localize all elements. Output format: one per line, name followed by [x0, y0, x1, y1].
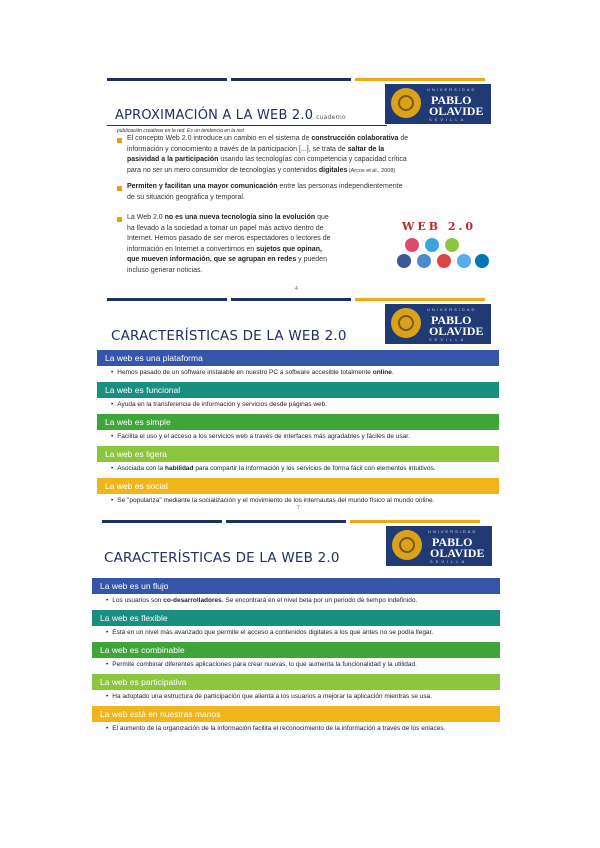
slide-top-stripes: [92, 520, 500, 524]
feature-description: • Ayuda en la transferencia de información y servicios desde páginas web.: [111, 401, 327, 408]
logo-city: SEVILLA: [429, 337, 467, 342]
logo-line1: PABLO: [432, 535, 473, 549]
seal-icon: [391, 88, 421, 118]
feature-bar: La web es un flujo: [92, 578, 500, 594]
feature-description: • El aumento de la organización de la información facilita el reconocimiento de la información a través de los enlaces.: [106, 725, 445, 732]
slide-caracteristicas-1: [97, 298, 499, 513]
paragraph-2: Permiten y facilitan una mayor comunicación entre las personas independientemente de su situación geográfica y temporal.: [127, 183, 403, 201]
feature-description: • Facilita el uso y el acceso a los servicios web a través de interfaces más agradables y fáciles de usar.: [111, 433, 410, 440]
feature-bar: La web está en nuestras manos: [92, 706, 500, 722]
feature-bar: La web es una plataforma: [97, 350, 499, 366]
logo-line1: PABLO: [431, 313, 472, 327]
slide-title: CARACTERÍSTICAS DE LA WEB 2.0: [111, 328, 347, 344]
logo-university: UNIVERSIDAD: [427, 307, 477, 312]
logo-line2: OLAVIDE: [430, 546, 485, 560]
slide-top-stripes: [97, 298, 499, 302]
linkedin-icon: [475, 254, 489, 268]
feature-description: • Asociada con la habilidad para compartir la información y los servicios de forma fácil con elementos intuitivos.: [111, 465, 436, 472]
social-icon: [437, 254, 451, 268]
paragraph-1: El concepto Web 2.0 introduce un cambio en el sistema de construcción colaborativa de información y conocimiento a través de la participación [...], se trata de saltar de la pasividad a la participación usando las tecnologías con competencia y capacidad crítica para no ser un mero consumidor de tecnologías y contenidos digitales (Arcos et al., 2008): [127, 135, 409, 174]
slide-title: [115, 108, 346, 123]
seal-icon: [391, 308, 421, 338]
slide-caracteristicas-2: [92, 520, 500, 740]
slide-top-stripes: [97, 78, 499, 82]
logo-line2: OLAVIDE: [429, 324, 484, 338]
twitter-icon: [457, 254, 471, 268]
bullet-icon: [117, 138, 122, 143]
feature-description: • Hemos pasado de un software instalable en nuestro PC a software accesible totalmente online.: [111, 369, 394, 376]
feature-bar: La web es ligera: [97, 446, 499, 462]
page-number: 7: [297, 505, 300, 511]
logo-line2: OLAVIDE: [429, 104, 484, 118]
web20-social-icons: [397, 220, 492, 270]
feature-bar: La web es participativa: [92, 674, 500, 690]
paragraph-3: La Web 2.0 no es una nueva tecnología sino la evolución que ha llevado a la sociedad a tomar un papel más activo dentro de Internet. Hemos pasado de ser meros espectadores o lectores de información en Internet a convertirnos en sujetos que opinan, que mueven información, que se agrupan en redes y pueden incluso generar noticias.: [127, 214, 331, 274]
feature-description: • Permite combinar diferentes aplicaciones para crear nuevas, lo que aumenta la funcionalidad y la utilidad.: [106, 661, 417, 668]
feature-bar: La web es funcional: [97, 382, 499, 398]
social-icon: [445, 238, 459, 252]
logo-line1: PABLO: [431, 93, 472, 107]
feature-description: • Los usuarios son co-desarrolladores. Se encontrará en el nivel beta por un periodo de tiempo indefinido.: [106, 597, 417, 604]
feature-bar: La web es flexible: [92, 610, 500, 626]
bullet-icon: [117, 186, 122, 191]
seal-icon: [392, 530, 422, 560]
web20-logo: WEB 2.0: [402, 220, 477, 233]
slide-title: CARACTERÍSTICAS DE LA WEB 2.0: [104, 550, 340, 566]
university-logo: [385, 84, 491, 124]
social-icon: [405, 238, 419, 252]
university-logo: [385, 304, 491, 344]
bullet-icon: [117, 217, 122, 222]
university-logo: [386, 526, 492, 566]
facebook-icon: [397, 254, 411, 268]
feature-bar: La web es combinable: [92, 642, 500, 658]
feature-bar: La web es social: [97, 478, 499, 494]
logo-university: UNIVERSIDAD: [427, 87, 477, 92]
slide-title-text: APROXIMACIÓN A LA WEB 2.0: [115, 108, 314, 123]
skype-icon: [425, 238, 439, 252]
feature-description: • Ha adoptado una estructura de participación que alienta a los usuarios a mejorar la aplicación mientras se usa.: [106, 693, 432, 700]
feature-bar: La web es simple: [97, 414, 499, 430]
slide-aproximacion: [97, 78, 499, 293]
handwritten-note: publicación creativas en la red. Es un tendencia en la red: [117, 128, 244, 134]
feature-description: • Se "populariza" mediante la socialización y el movimiento de los internautas del mundo físico al mundo online.: [111, 497, 434, 504]
logo-city: SEVILLA: [429, 117, 467, 122]
google-icon: [417, 254, 431, 268]
page-number: 4: [295, 286, 298, 292]
logo-city: SEVILLA: [430, 559, 468, 564]
title-note: cuaderno: [316, 114, 346, 121]
logo-university: UNIVERSIDAD: [428, 529, 478, 534]
feature-description: • Está en un nivel más avanzado que permite el acceso a contenidos digitales a los que antes no se podía llegar.: [106, 629, 433, 636]
